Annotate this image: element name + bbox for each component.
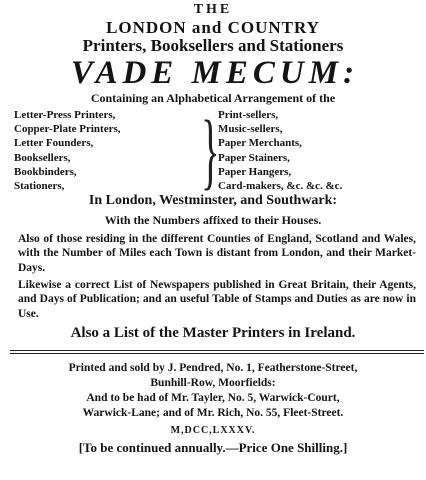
trade-item: Bookbinders,: [14, 165, 77, 178]
title-vade-mecum: VADE MECUM:: [70, 55, 360, 91]
also-line: Also a List of the Master Printers in Ireland.: [70, 325, 356, 341]
trade-item: Letter Founders,: [14, 137, 94, 150]
imprint-line: Warwick-Lane; and of Mr. Rich, No. 55, Fleet-Street.: [82, 407, 344, 419]
trade-item: Card-makers, &c. &c. &c.: [218, 180, 343, 193]
imprint-line: Printed and sold by J. Pendred, No. 1, Featherstone-Street,: [68, 362, 358, 374]
trade-item: Music-sellers,: [218, 123, 283, 136]
imprint-line: Bunhill-Row, Moorfields:: [150, 377, 276, 389]
title-the: THE: [193, 2, 233, 17]
continuation-line: [To be continued annually.—Price One Shilling.]: [78, 440, 348, 455]
divider-rule: [10, 350, 424, 351]
trades-right-list: [218, 108, 342, 193]
paragraph-country: Also of those residing in the different Counties of England, Scotland and Wales, with the Number of Miles each Town is distant from London, and their Market-Days.: [18, 233, 416, 274]
trades-left-list: [14, 108, 121, 193]
title-london-country: LONDON and COUNTRY: [106, 18, 320, 37]
trade-item: Paper Stainers,: [218, 151, 290, 164]
paragraph-newspapers: Likewise a correct List of Newspapers published in Great Britain, their Agents, and Days of Publication; and an useful Table of Stamps and Duties as are now in Use.: [18, 279, 416, 320]
trade-item: Booksellers,: [14, 151, 71, 164]
trade-item: Copper-Plate Printers,: [14, 123, 121, 136]
divider-rule: [10, 353, 424, 354]
imprint-line: And to be had of Mr. Tayler, No. 5, Warwick-Court,: [86, 392, 340, 404]
trade-item: Paper Merchants,: [218, 137, 302, 150]
brace-glyph: }: [201, 102, 220, 198]
trade-item: Letter-Press Printers,: [14, 109, 116, 121]
trade-item: Print-sellers,: [218, 109, 279, 121]
numbers-line: With the Numbers affixed to their Houses.: [104, 213, 322, 227]
title-printers-line: Printers, Booksellers and Stationers: [82, 36, 344, 55]
date-line: M,DCC,LXXXV.: [170, 425, 256, 436]
trade-item: Stationers,: [14, 180, 65, 193]
location-line: In London, Westminster, and Southwark:: [88, 193, 338, 208]
containing-line: Containing an Alphabetical Arrangement of the: [90, 91, 336, 105]
trade-item: Paper Hangers,: [218, 165, 292, 178]
